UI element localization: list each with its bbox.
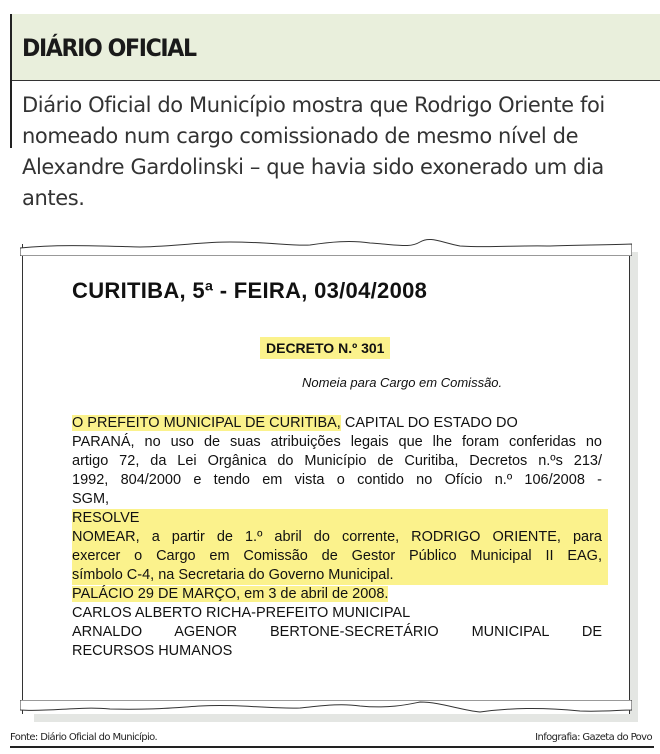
decree-line: SGM, bbox=[72, 491, 110, 507]
decree-body bbox=[72, 414, 602, 661]
decree-line: RECURSOS HUMANOS bbox=[72, 643, 233, 659]
source-note: Fonte: Diário Oficial do Município. bbox=[10, 732, 158, 743]
footer-rule bbox=[10, 746, 654, 748]
credit-note: Infografia: Gazeta do Povo bbox=[535, 732, 652, 743]
highlighted-text: RESOLVE bbox=[72, 510, 140, 526]
decree-line: CARLOS ALBERTO RICHA-PREFEITO MUNICIPAL bbox=[72, 605, 411, 621]
highlighted-text: símbolo C-4, na Secretaria do Governo Municipal. bbox=[72, 567, 394, 583]
torn-bottom-edge bbox=[20, 700, 632, 720]
section-header bbox=[12, 14, 660, 81]
decree-line bbox=[72, 414, 602, 433]
decree-line: artigo 72, da Lei Orgânica do Município de Curitiba, Decretos n.ºs 213/ bbox=[72, 453, 602, 469]
torn-top-edge bbox=[20, 236, 632, 256]
dateline: CURITIBA, 5ª - FEIRA, 03/04/2008 bbox=[72, 278, 428, 303]
decree-line bbox=[72, 585, 602, 604]
lead-text: Diário Oficial do Município mostra que Rodrigo Oriente foi nomeado num cargo comissionado de mesmo nível de Alexandre Gardolinski – que havia sido exonerado um dia antes. bbox=[22, 93, 605, 210]
section-title: DIÁRIO OFICIAL bbox=[22, 34, 196, 62]
decree-line: PARANÁ, no uso de suas atribuições legais que lhe foram conferidas no bbox=[72, 434, 602, 450]
decree-line bbox=[72, 566, 608, 585]
line-text: CAPITAL DO ESTADO DO bbox=[340, 415, 518, 431]
decree-number: DECRETO N.º 301 bbox=[260, 337, 390, 359]
decree-line: 1992, 804/2000 e tendo em vista o contido no Ofício n.º 106/2008 - bbox=[72, 472, 602, 488]
highlighted-text: NOMEAR, a partir de 1.º abril do corrente, RODRIGO ORIENTE, para bbox=[72, 529, 602, 545]
decree-line bbox=[72, 547, 608, 566]
decree-line: ARNALDO AGENOR BERTONE-SECRETÁRIO MUNICIPAL DE bbox=[72, 624, 602, 640]
highlighted-text: PALÁCIO 29 DE MARÇO, em 3 de abril de 2008. bbox=[72, 586, 389, 602]
highlighted-text: exercer o Cargo em Comissão de Gestor Público Municipal II EAG, bbox=[72, 548, 602, 564]
decree-subject: Nomeia para Cargo em Comissão. bbox=[302, 375, 503, 390]
decree-line bbox=[72, 528, 608, 547]
accent-bar bbox=[10, 14, 12, 148]
highlighted-text: O PREFEITO MUNICIPAL DE CURITIBA, bbox=[72, 415, 341, 431]
decree-line bbox=[72, 509, 608, 528]
